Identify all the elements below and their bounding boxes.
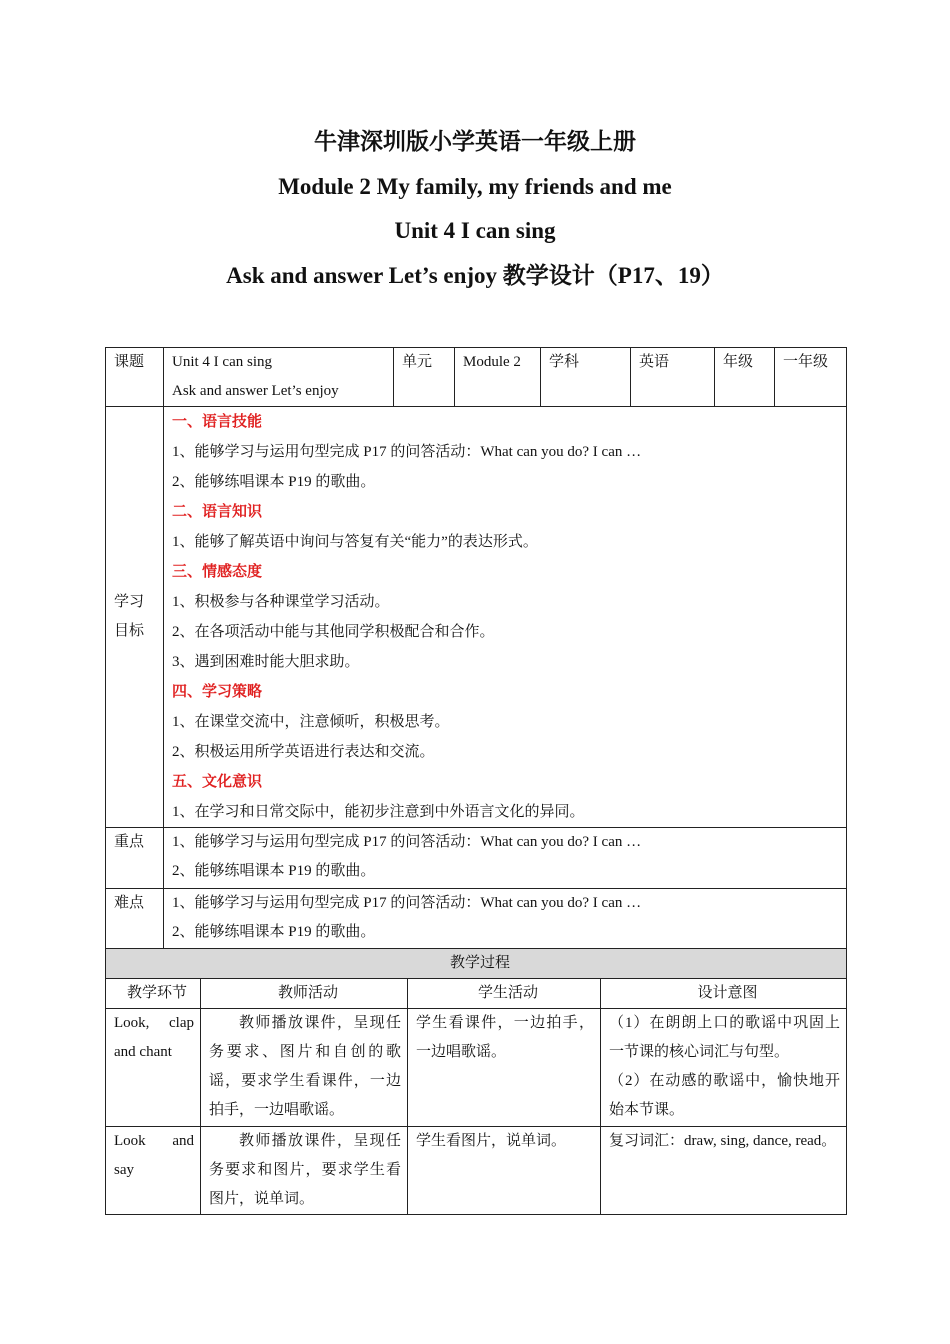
topic-line-2: Ask and answer Let’s enjoy <box>172 383 339 399</box>
stage-cell: Look and say <box>106 1127 201 1215</box>
subject-value: 英语 <box>631 348 715 407</box>
teacher-activity-cell: 教师播放课件，呈现任务要求和图片，要求学生看图片，说单词。 <box>201 1127 408 1215</box>
header-teacher: 教师活动 <box>201 979 408 1009</box>
objectives-label-line-1: 学习 <box>114 594 145 610</box>
topic-value <box>164 348 394 407</box>
process-title: 教学过程 <box>106 949 847 979</box>
objective-item: 1、积极参与各种课堂学习活动。 <box>172 594 390 610</box>
lesson-info-table <box>105 347 847 950</box>
topic-label: 课题 <box>106 348 164 407</box>
student-activity-cell: 学生看课件，一边拍手，一边唱歌谣。 <box>408 1009 601 1127</box>
objective-item: 1、能够学习与运用句型完成 P17 的问答活动：What can you do? I can … <box>172 444 642 460</box>
unit-value: Module 2 <box>455 348 541 407</box>
objective-heading: 三、情感态度 <box>172 564 263 580</box>
key-point-line-2: 2、能够练唱课本 P19 的歌曲。 <box>172 863 376 879</box>
objective-item: 2、能够练唱课本 P19 的歌曲。 <box>172 474 376 490</box>
purpose-cell <box>601 1009 847 1127</box>
grade-value: 一年级 <box>775 348 847 407</box>
difficulty-line-1: 1、能够学习与运用句型完成 P17 的问答活动：What can you do? I can … <box>172 895 642 911</box>
stage-cell: Look, clap and chant <box>106 1009 201 1127</box>
objective-heading: 五、文化意识 <box>172 774 263 790</box>
teacher-activity-cell: 教师播放课件，呈现任务要求、图片和自创的歌谣，要求学生看课件，一边拍手，一边唱歌谣。 <box>201 1009 408 1127</box>
objectives-label <box>106 407 164 828</box>
objective-item: 1、在课堂交流中，注意倾听，积极思考。 <box>172 714 450 730</box>
header-student: 学生活动 <box>408 979 601 1009</box>
difficulty-line-2: 2、能够练唱课本 P19 的歌曲。 <box>172 924 376 940</box>
difficulties-content <box>164 889 847 950</box>
title-line-4: Ask and answer Let’s enjoy 教学设计（P17、19） <box>226 262 724 288</box>
subject-label: 学科 <box>541 348 631 407</box>
header-stage: 教学环节 <box>106 979 201 1009</box>
objective-item: 1、在学习和日常交际中，能初步注意到中外语言文化的异同。 <box>172 804 585 820</box>
purpose-line-1: （1）在朗朗上口的歌谣中巩固上一节课的核心词汇与句型。 <box>609 1015 841 1060</box>
title-line-1: 牛津深圳版小学英语一年级上册 <box>314 129 636 154</box>
objectives-label-line-2: 目标 <box>114 623 145 639</box>
difficulties-label: 难点 <box>106 889 164 950</box>
purpose-line-2: （2）在动感的歌谣中，愉快地开始本节课。 <box>609 1073 841 1118</box>
objectives-content <box>164 407 847 828</box>
unit-label: 单元 <box>394 348 455 407</box>
purpose-cell <box>601 1127 847 1215</box>
grade-label: 年级 <box>715 348 775 407</box>
process-row <box>106 1127 847 1215</box>
difficulties-row <box>106 889 847 950</box>
purpose-line-1: 复习词汇：draw, sing, dance, read。 <box>609 1133 837 1149</box>
process-title-row <box>106 949 847 979</box>
key-points-row <box>106 828 847 889</box>
objective-item: 2、在各项活动中能与其他同学积极配合和合作。 <box>172 624 495 640</box>
document-title-block <box>0 120 950 298</box>
title-line-2: Module 2 My family, my friends and me <box>278 173 672 199</box>
title-line-3: Unit 4 I can sing <box>394 218 556 243</box>
objective-item: 2、积极运用所学英语进行表达和交流。 <box>172 744 435 760</box>
key-points-label: 重点 <box>106 828 164 889</box>
key-point-line-1: 1、能够学习与运用句型完成 P17 的问答活动：What can you do? I can … <box>172 834 642 850</box>
objectives-row <box>106 407 847 828</box>
objective-item: 3、遇到困难时能大胆求助。 <box>172 654 360 670</box>
key-points-content <box>164 828 847 889</box>
header-purpose: 设计意图 <box>601 979 847 1009</box>
topic-row <box>106 348 847 407</box>
teaching-process-table <box>105 948 847 1215</box>
process-row <box>106 1009 847 1127</box>
process-header-row <box>106 979 847 1009</box>
objective-heading: 四、学习策略 <box>172 684 263 700</box>
objective-item: 1、能够了解英语中询问与答复有关“能力”的表达形式。 <box>172 534 538 550</box>
objective-heading: 二、语言知识 <box>172 504 263 520</box>
objective-heading: 一、语言技能 <box>172 414 263 430</box>
topic-line-1: Unit 4 I can sing <box>172 354 272 370</box>
student-activity-cell: 学生看图片，说单词。 <box>408 1127 601 1215</box>
